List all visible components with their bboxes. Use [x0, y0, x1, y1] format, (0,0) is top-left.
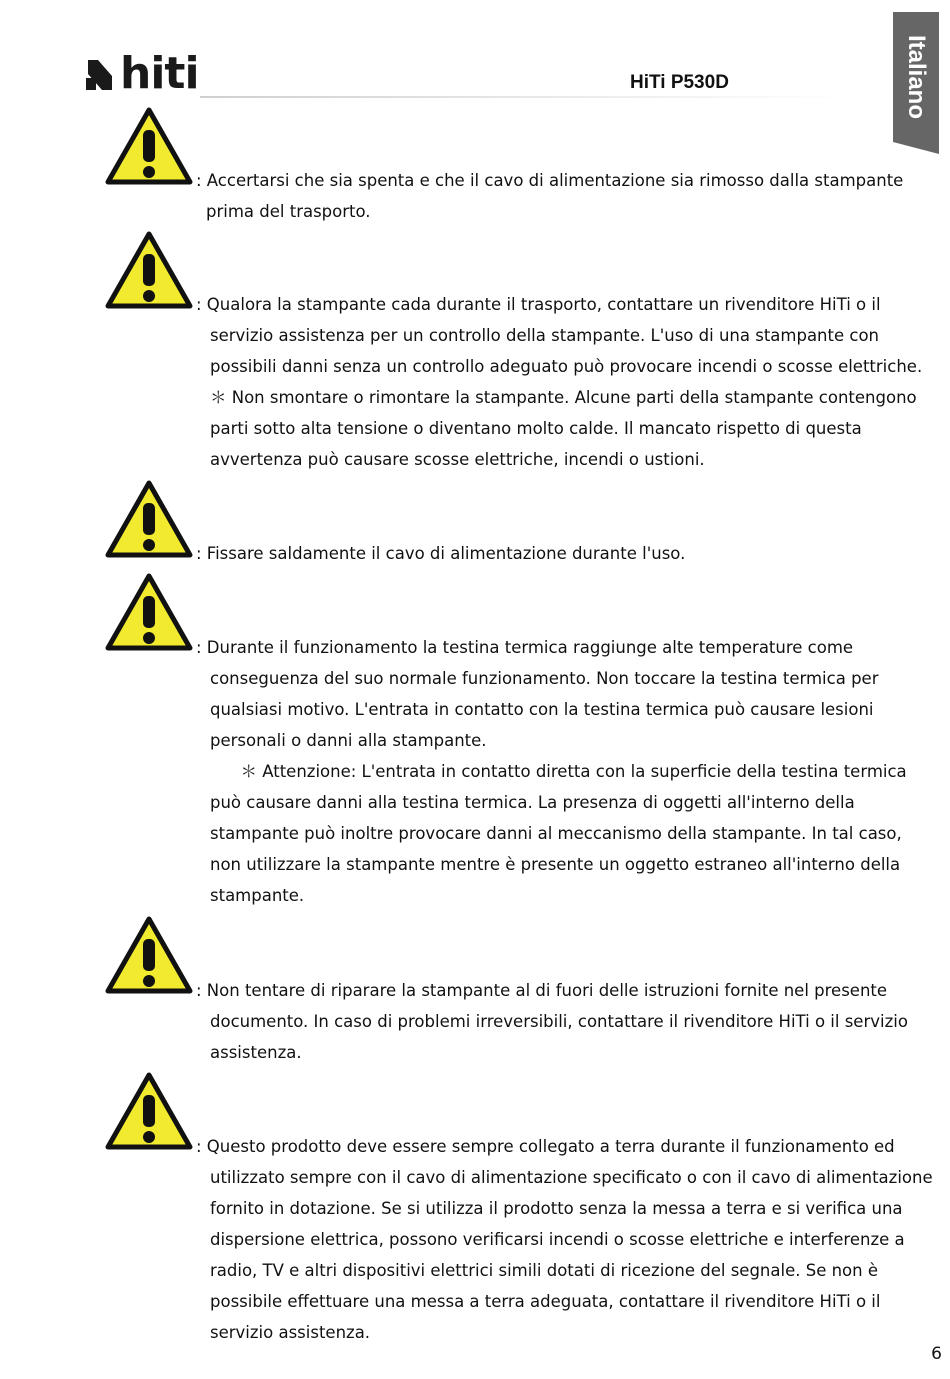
warning-line: qualsiasi motivo. L'entrata in contatto con la testina termica può causare lesioni	[210, 700, 874, 719]
warning-line: possibili danni senza un controllo adeguato può provocare incendi o scosse elettriche.	[210, 357, 923, 376]
warning-triangle-icon	[104, 479, 194, 559]
warning-line: conseguenza del suo normale funzionamento. Non toccare la testina termica per	[210, 669, 879, 688]
warning-line: avvertenza può causare scosse elettriche, incendi o ustioni.	[210, 450, 705, 469]
warning-line: parti sotto alta tensione o diventano molto calde. Il mancato rispetto di questa	[210, 419, 862, 438]
warning-line: servizio assistenza.	[210, 1323, 371, 1342]
warning-line: : Accertarsi che sia spenta e che il cavo di alimentazione sia rimosso dalla stampante	[196, 171, 904, 190]
warning-line: : Durante il funzionamento la testina termica raggiunge alte temperature come	[196, 638, 854, 657]
warning-line: non utilizzare la stampante mentre è presente un oggetto estraneo all'interno della	[210, 855, 901, 874]
warning-text	[196, 289, 941, 475]
warning-triangle-icon	[104, 572, 194, 652]
warning-line: prima del trasporto.	[206, 202, 371, 221]
warning-line: : Fissare saldamente il cavo di alimentazione durante l'uso.	[196, 544, 686, 563]
warning-text	[196, 165, 941, 227]
warning-triangle-icon	[104, 1071, 194, 1151]
language-tab-label: Italiano	[903, 34, 931, 120]
warning-line: stampante può inoltre provocare danni al meccanismo della stampante. In tal caso,	[210, 824, 902, 843]
warning-line: utilizzato sempre con il cavo di alimentazione specificato o con il cavo di alimentazione	[210, 1168, 933, 1187]
warning-line: : Non tentare di riparare la stampante al di fuori delle istruzioni fornite nel presente	[196, 981, 888, 1000]
warning-line: servizio assistenza per un controllo della stampante. L'uso di una stampante con	[210, 326, 880, 345]
warning-text	[196, 538, 941, 569]
model-name: HiTi P530D	[630, 72, 729, 93]
warning-triangle-icon	[104, 230, 194, 310]
warning-line: dispersione elettrica, possono verificarsi incendi o scosse elettriche e interferenze a	[210, 1230, 905, 1249]
warning-line: assistenza.	[210, 1043, 302, 1062]
warning-note: ＊ Attenzione: L'entrata in contatto diretta con la superficie della testina termica	[230, 762, 907, 781]
warning-line: radio, TV e altri dispositivi elettrici simili dotati di ricezione del segnale. Se non è	[210, 1261, 879, 1280]
warning-line: : Qualora la stampante cada durante il trasporto, contattare un rivenditore HiTi o il	[196, 295, 881, 314]
language-tab-label-wrap	[893, 12, 939, 142]
brand-logo	[84, 48, 199, 99]
warning-note: ＊ Non smontare o rimontare la stampante. Alcune parti della stampante contengono	[210, 388, 917, 407]
header-divider	[200, 96, 850, 98]
warning-line: può causare danni alla testina termica. La presenza di oggetti all'interno della	[210, 793, 855, 812]
warning-text	[196, 975, 941, 1068]
warning-text	[196, 632, 941, 911]
warning-line: possibile effettuare una messa a terra adeguata, contattare il rivenditore HiTi o il	[210, 1292, 881, 1311]
warning-triangle-icon	[104, 106, 194, 186]
warning-line: : Questo prodotto deve essere sempre collegato a terra durante il funzionamento ed	[196, 1137, 895, 1156]
warning-line: personali o danni alla stampante.	[210, 731, 487, 750]
warning-triangle-icon	[104, 915, 194, 995]
warning-text	[196, 1131, 941, 1348]
hiti-logo-mark-icon	[84, 56, 116, 92]
page-number: 6	[931, 1344, 942, 1364]
brand-wordmark: hiti	[120, 48, 199, 99]
warning-line: documento. In caso di problemi irreversibili, contattare il rivenditore HiTi o il servizio	[210, 1012, 908, 1031]
warning-line: fornito in dotazione. Se si utilizza il prodotto senza la messa a terra e si verifica una	[210, 1199, 903, 1218]
warning-line: stampante.	[210, 886, 305, 905]
